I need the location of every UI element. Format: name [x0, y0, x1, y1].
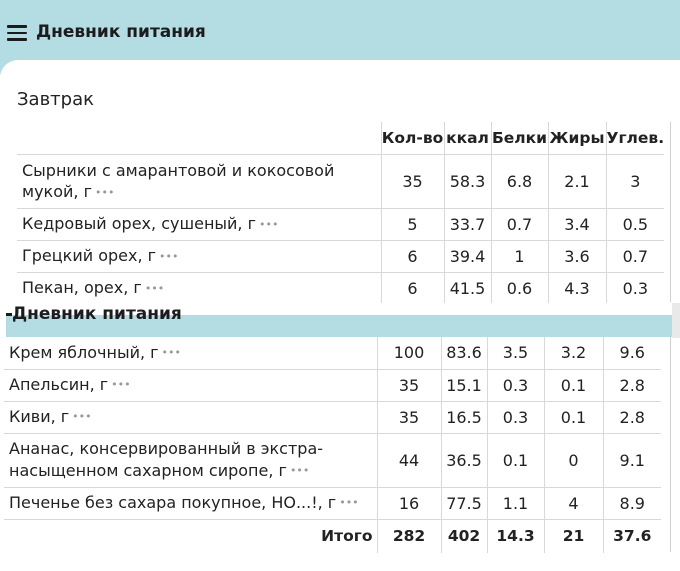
- more-options-icon[interactable]: •••: [259, 218, 279, 231]
- protein-cell: 0.3: [487, 369, 544, 401]
- column-header-fat[interactable]: Жиры: [548, 122, 606, 154]
- fat-cell: 4: [544, 487, 603, 519]
- table-header-row: [17, 122, 664, 154]
- table-row[interactable]: [4, 433, 661, 487]
- more-options-icon[interactable]: •••: [339, 496, 359, 510]
- column-edge: [670, 337, 680, 552]
- table-row[interactable]: [17, 240, 664, 272]
- table-row[interactable]: [17, 154, 664, 208]
- more-options-icon[interactable]: •••: [289, 464, 310, 478]
- qty-cell: 5: [381, 208, 444, 240]
- carbs-cell: 2.8: [603, 369, 661, 401]
- fat-cell: 3.4: [548, 208, 606, 240]
- app-bar-curve: [0, 60, 680, 75]
- more-options-icon[interactable]: •••: [161, 346, 182, 359]
- table-row[interactable]: [4, 487, 661, 519]
- protein-cell: 0.1: [487, 433, 544, 487]
- food-name: Киви, г: [9, 406, 70, 426]
- total-protein: 14.3: [487, 519, 544, 553]
- column-header-carbs[interactable]: Углев.: [606, 122, 664, 154]
- table-row[interactable]: [4, 369, 661, 401]
- fat-cell: 0.1: [544, 401, 603, 433]
- food-name: Печенье без сахара покупное, НО...!, г: [9, 492, 337, 512]
- scroll-edge: [672, 303, 680, 338]
- protein-cell: 1.1: [487, 487, 544, 519]
- carbs-cell: 0.7: [606, 240, 664, 272]
- carbs-cell: 0.3: [606, 272, 664, 304]
- fat-cell: 0: [544, 433, 603, 487]
- carbs-cell: 0.5: [606, 208, 664, 240]
- table-row[interactable]: [4, 337, 661, 369]
- kcal-cell: 83.6: [441, 337, 487, 369]
- total-label: Итого: [321, 527, 373, 546]
- food-name: Сырники с амарантовой и кокосовой мукой, г: [22, 160, 335, 201]
- screenshot-seam: [0, 303, 680, 338]
- qty-cell: 16: [377, 487, 441, 519]
- carbs-cell: 9.1: [603, 433, 661, 487]
- qty-cell: 100: [377, 337, 441, 369]
- column-header-protein[interactable]: Белки: [491, 122, 548, 154]
- qty-cell: 44: [377, 433, 441, 487]
- column-header-name: [17, 122, 381, 154]
- table-row[interactable]: [4, 401, 661, 433]
- table-row[interactable]: [17, 208, 664, 240]
- app-title-fragment: Дневник питания: [12, 304, 182, 324]
- app-title: Дневник питания: [36, 22, 206, 42]
- carbs-cell: 8.9: [603, 487, 661, 519]
- more-options-icon[interactable]: •••: [111, 378, 131, 392]
- kcal-cell: 16.5: [441, 401, 487, 433]
- hamburger-icon[interactable]: [7, 25, 27, 41]
- more-options-icon[interactable]: •••: [72, 410, 92, 424]
- more-options-icon[interactable]: •••: [159, 250, 179, 263]
- total-row: [4, 519, 661, 553]
- protein-cell: 0.6: [491, 272, 548, 304]
- qty-cell: 35: [377, 401, 441, 433]
- food-name: Крем яблочный, г: [9, 342, 159, 362]
- more-options-icon[interactable]: •••: [94, 185, 115, 199]
- kcal-cell: 41.5: [444, 272, 491, 304]
- total-qty: 282: [377, 519, 441, 553]
- kcal-cell: 33.7: [444, 208, 491, 240]
- protein-cell: 6.8: [491, 154, 548, 208]
- table-row[interactable]: [17, 272, 664, 304]
- fat-cell: 4.3: [548, 272, 606, 304]
- kcal-cell: 15.1: [441, 369, 487, 401]
- column-header-qty[interactable]: Кол-во: [381, 122, 444, 154]
- total-carbs: 37.6: [603, 519, 661, 553]
- carbs-cell: 9.6: [603, 337, 661, 369]
- column-header-kcal[interactable]: ккал: [444, 122, 491, 154]
- protein-cell: 3.5: [487, 337, 544, 369]
- protein-cell: 1: [491, 240, 548, 272]
- fat-cell: 3.6: [548, 240, 606, 272]
- fat-cell: 0.1: [544, 369, 603, 401]
- meal-title: Завтрак: [17, 89, 94, 110]
- food-name: Ананас, консервированный в экстра-насыщенном сахарном сиропе, г: [9, 438, 324, 480]
- carbs-cell: 2.8: [603, 401, 661, 433]
- kcal-cell: 36.5: [441, 433, 487, 487]
- food-name: Кедровый орех, сушеный, г: [22, 214, 257, 233]
- food-name: Апельсин, г: [9, 374, 109, 394]
- kcal-cell: 39.4: [444, 240, 491, 272]
- more-options-icon[interactable]: •••: [144, 282, 165, 295]
- carbs-cell: 3: [606, 154, 664, 208]
- protein-cell: 0.3: [487, 401, 544, 433]
- food-name: Грецкий орех, г: [22, 246, 157, 265]
- meal-table-bottom: [4, 337, 661, 553]
- kcal-cell: 77.5: [441, 487, 487, 519]
- protein-cell: 0.7: [491, 208, 548, 240]
- qty-cell: 35: [381, 154, 444, 208]
- qty-cell: 6: [381, 240, 444, 272]
- kcal-cell: 58.3: [444, 154, 491, 208]
- fat-cell: 3.2: [544, 337, 603, 369]
- meal-table-top: [17, 122, 664, 305]
- column-edge: [670, 122, 680, 302]
- qty-cell: 35: [377, 369, 441, 401]
- total-kcal: 402: [441, 519, 487, 553]
- food-name: Пекан, орех, г: [22, 278, 142, 297]
- app-bar: [0, 0, 680, 75]
- total-fat: 21: [544, 519, 603, 553]
- fat-cell: 2.1: [548, 154, 606, 208]
- qty-cell: 6: [381, 272, 444, 304]
